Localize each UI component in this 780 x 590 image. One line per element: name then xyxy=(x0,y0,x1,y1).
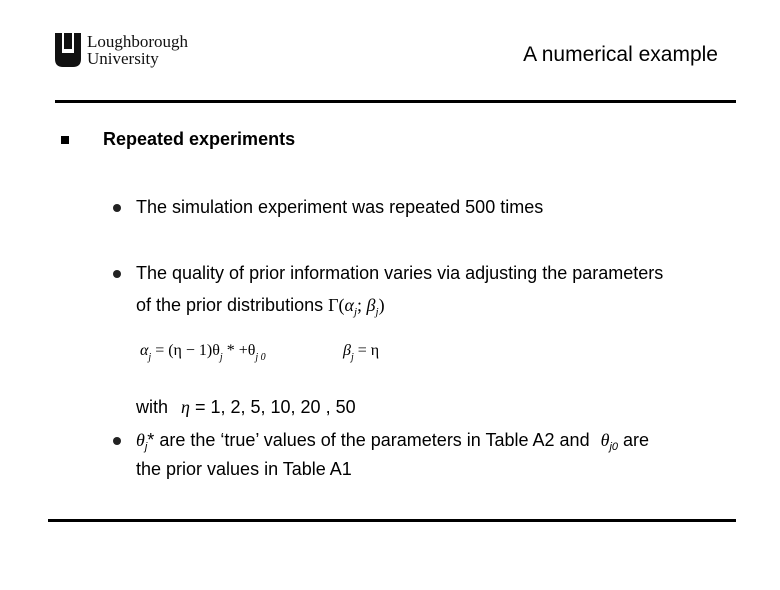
logo-line-2: University xyxy=(87,49,159,68)
bottom-divider xyxy=(48,519,736,522)
university-logo xyxy=(55,33,195,73)
bullet-2-line-2-text: of the prior distributions xyxy=(136,295,324,315)
gamma-distribution-formula: $\Gamma(\alpha_j$; $\beta_j$) xyxy=(328,295,385,318)
top-divider xyxy=(55,100,736,103)
eta-values: = 1, 2, 5, 10, 20 , 50 xyxy=(189,397,356,417)
bullet-2-line-1: The quality of prior information varies via adjusting the parameters xyxy=(136,263,664,283)
beta-equation: $\beta_j = \eta$ xyxy=(343,342,380,363)
alpha-equation: $\alpha_j = (\eta - 1)\theta_j * +\theta_{j 0}$ xyxy=(140,342,266,363)
with-label: with xyxy=(136,397,169,417)
section-heading: Repeated experiments xyxy=(103,129,296,149)
bullet-3-line-1: $\theta_j*$ are the ‘true’ values of the parameters in Table A2 and $\theta_{j0}$ are xyxy=(136,430,650,453)
round-bullet-icon xyxy=(113,204,121,212)
round-bullet-icon xyxy=(113,270,121,278)
logo-line-1: Loughborough xyxy=(87,32,189,51)
square-bullet-icon xyxy=(61,136,69,144)
bullet-2-line-2 xyxy=(136,294,385,323)
eta-values-line xyxy=(136,396,356,418)
bullet-1-text: The simulation experiment was repeated 500 times xyxy=(136,197,544,217)
round-bullet-icon xyxy=(113,437,121,445)
eta-symbol: η xyxy=(181,397,190,417)
bullet-3-line-2: the prior values in Table A1 xyxy=(136,459,352,479)
logo-text xyxy=(87,33,188,67)
loughborough-crest-icon xyxy=(55,33,81,67)
slide-title: A numerical example xyxy=(523,43,718,66)
